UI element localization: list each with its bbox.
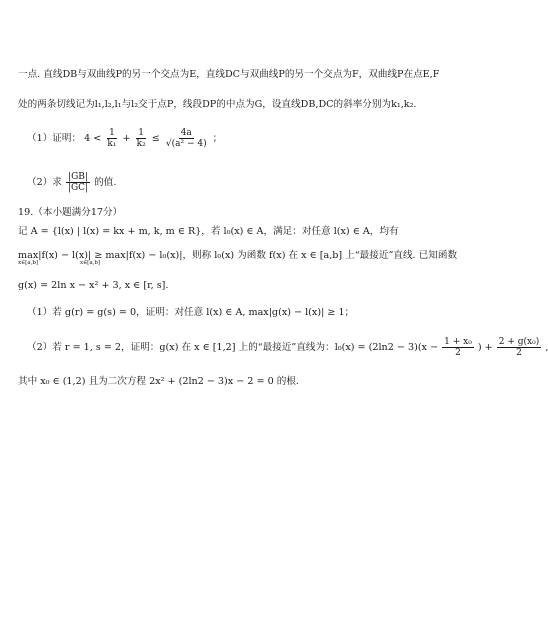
fraction-gb-over-gc (66, 172, 90, 193)
max-subscript-2: x∈[a,b] (80, 260, 101, 266)
max-expression: max|f(x) − l(x)| ≥ max|f(x) − l₀(x)| (18, 250, 183, 261)
fraction-num: |GB| (68, 172, 88, 182)
last-line: 其中 x₀ ∈ (1,2) 且为二次方程 2x² + (2ln2 − 3)x − 2 = 0 的根. (18, 376, 299, 387)
max-subscript-1: x∈[a,b] (18, 260, 39, 266)
le-sign: ≤ (151, 133, 160, 144)
max-subscripts (18, 260, 503, 266)
part-1-statement (27, 128, 503, 149)
fraction-1-over-k1 (105, 128, 118, 149)
fraction-num: 1 + x₀ (444, 337, 472, 347)
fraction-num: 2 + g(x₀) (498, 337, 540, 347)
definition-line: 记 A = {l(x) | l(x) = kx + m, k, m ∈ R}，若 l₀(x) ∈ A，满足：对任意 l(x) ∈ A，均有 (18, 226, 399, 237)
text-line-2: 处的两条切线记为l₁,l₂,l₁与l₂交于点P，线段DP的中点为G，设直线DB,DC的斜率分别为k₁,k₂. (18, 99, 417, 110)
text-line-1: 一点. 直线DB与双曲线P的另一个交点为E，直线DC与双曲线P的另一个交点为F，双曲线P在点E,F (18, 69, 440, 80)
sub-question-2 (27, 337, 540, 358)
fraction-den: √(a² − 4) (165, 139, 207, 149)
inequality-left: 4 < (84, 133, 102, 144)
sub-question-2-mid: ) + (477, 342, 493, 353)
fraction-den: |GC| (67, 183, 89, 193)
part-2-suffix: 的值. (94, 177, 117, 188)
sub-question-1: （1）若 g(r) = g(s) = 0，证明：对任意 l(x) ∈ A, max|g(x) − l(x)| ≥ 1； (27, 307, 355, 318)
plus-sign: + (122, 133, 131, 144)
fraction-num: 4a (180, 128, 192, 138)
part-1-prefix: （1）证明： (27, 133, 82, 144)
sub-question-2-prefix: （2）若 r = 1, s = 2，证明：g(x) 在 x ∈ [1,2] 上的“最接近”直线为：l₀(x) = (2ln2 − 3)(x − (27, 342, 439, 353)
fraction-num: 1 (138, 128, 145, 138)
fraction-4a-over-sqrt (164, 128, 209, 149)
fraction-num: 1 (109, 128, 115, 138)
fraction-den: 2 (516, 348, 522, 358)
fraction-2-plus-gx0-over-2 (497, 337, 541, 358)
part-1-suffix: ； (212, 133, 223, 144)
part-2-prefix: （2）求 (27, 177, 62, 188)
max-description: ，则称 l₀(x) 为函数 f(x) 在 x ∈ [a,b] 上“最接近”直线. 已知函数 (182, 250, 458, 261)
problem-19-title: 19.（本小题满分17分） (18, 207, 123, 218)
function-g-line: g(x) = 2ln x − x² + 3, x ∈ [r, s]. (18, 280, 169, 291)
fraction-den: k₂ (136, 139, 146, 149)
fraction-1-plus-x0-over-2 (442, 337, 474, 358)
fraction-1-over-k2 (135, 128, 148, 149)
fraction-den: 2 (455, 348, 461, 358)
part-2-statement (27, 172, 503, 193)
fraction-den: k₁ (107, 139, 117, 149)
